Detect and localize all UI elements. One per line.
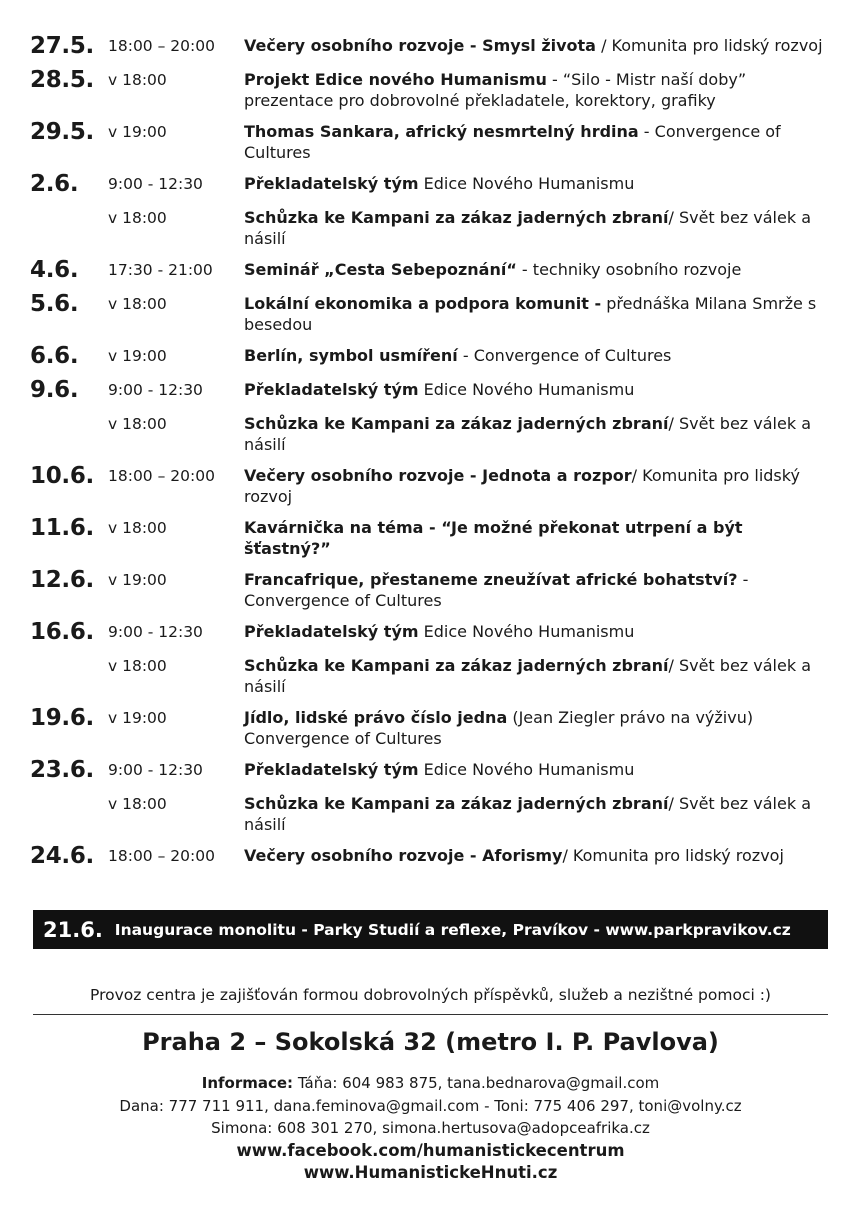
event-date: 2.6. — [30, 171, 79, 197]
contact-simona: Simona: 608 301 270, simona.hertusova@adopceafrika.cz — [211, 1119, 650, 1137]
contact-tana: Táňa: 604 983 875, tana.bednarova@gmail.com — [293, 1074, 660, 1092]
event-time: 18:00 – 20:00 — [108, 467, 215, 485]
event-description — [244, 464, 828, 507]
facebook-link[interactable]: www.facebook.com/humanistickecentrum — [236, 1140, 625, 1160]
divider — [33, 1014, 828, 1015]
event-row — [30, 68, 830, 111]
event-row — [30, 120, 830, 163]
event-time: v 19:00 — [108, 709, 167, 727]
event-title: Thomas Sankara, africký nesmrtelný hrdina — [244, 122, 639, 141]
event-title: Seminář „Cesta Sebepoznání“ — [244, 260, 517, 279]
event-detail: Edice Nového Humanismu — [418, 622, 635, 641]
event-row — [30, 568, 830, 611]
event-row — [30, 792, 830, 835]
event-time: 18:00 – 20:00 — [108, 37, 215, 55]
highlight-banner — [33, 910, 828, 949]
event-row — [30, 34, 830, 59]
event-row — [30, 464, 830, 507]
event-description — [244, 378, 828, 401]
event-title: Schůzka ke Kampani za zákaz jaderných zbraní — [244, 414, 669, 433]
event-time: v 18:00 — [108, 295, 167, 313]
event-title: Jídlo, lidské právo číslo jedna — [244, 708, 508, 727]
event-detail: / Svět bez válek a násilí — [244, 414, 811, 454]
event-date: 12.6. — [30, 567, 94, 593]
event-title: Kavárnička na téma - “Je možné překonat utrpení a být šťastný?” — [244, 518, 743, 558]
event-detail: - “Silo - Mistr naší doby” prezentace pro dobrovolné překladatele, korektory, grafiky — [244, 70, 747, 110]
event-time: 18:00 – 20:00 — [108, 847, 215, 865]
event-time: v 19:00 — [108, 123, 167, 141]
event-description — [244, 34, 828, 57]
event-title: Překladatelský tým — [244, 622, 419, 641]
event-date: 4.6. — [30, 257, 79, 283]
event-date: 23.6. — [30, 757, 94, 783]
event-title: Večery osobního rozvoje - Aforismy — [244, 846, 563, 865]
event-description — [244, 292, 828, 335]
event-date: 9.6. — [30, 377, 79, 403]
event-date: 6.6. — [30, 343, 79, 369]
contact-line — [0, 1072, 861, 1095]
event-detail: / Komunita pro lidský rozvoj — [595, 36, 823, 55]
event-row — [30, 706, 830, 749]
event-description — [244, 120, 828, 163]
event-row — [30, 344, 830, 369]
event-detail: Edice Nového Humanismu — [418, 760, 635, 779]
event-row — [30, 516, 830, 559]
event-title: Berlín, symbol usmíření — [244, 346, 458, 365]
event-description — [244, 620, 828, 643]
event-time: v 19:00 — [108, 347, 167, 365]
event-description — [244, 844, 828, 867]
event-row — [30, 620, 830, 645]
event-title: Večery osobního rozvoje - Jednota a rozpor — [244, 466, 632, 485]
event-time: v 18:00 — [108, 519, 167, 537]
banner-text: Inaugurace monolitu - Parky Studií a reflexe, Pravíkov - www.parkpravikov.cz — [114, 920, 791, 939]
venue-address: Praha 2 – Sokolská 32 (metro I. P. Pavlova) — [142, 1028, 719, 1056]
event-description — [244, 792, 828, 835]
event-time: v 18:00 — [108, 657, 167, 675]
event-title: Schůzka ke Kampani za zákaz jaderných zbraní — [244, 208, 669, 227]
event-time: v 19:00 — [108, 571, 167, 589]
event-title: Projekt Edice nového Humanismu — [244, 70, 547, 89]
event-time: v 18:00 — [108, 71, 167, 89]
event-detail: / Svět bez válek a násilí — [244, 794, 811, 834]
event-row — [30, 844, 830, 869]
event-row — [30, 292, 830, 335]
event-description — [244, 206, 828, 249]
contact-info-label: Informace: — [201, 1074, 294, 1092]
event-description — [244, 758, 828, 781]
event-time: v 18:00 — [108, 795, 167, 813]
event-detail: Edice Nového Humanismu — [418, 174, 635, 193]
event-detail: - Convergence of Cultures — [457, 346, 672, 365]
event-detail: / Komunita pro lidský rozvoj — [562, 846, 784, 865]
event-date: 11.6. — [30, 515, 94, 541]
event-time: 9:00 - 12:30 — [108, 623, 203, 641]
event-date: 24.6. — [30, 843, 94, 869]
event-row — [30, 758, 830, 783]
event-detail: (Jean Ziegler právo na výživu) Convergence of Cultures — [244, 708, 754, 748]
event-time: 9:00 - 12:30 — [108, 761, 203, 779]
banner-date: 21.6. — [43, 917, 103, 942]
event-row — [30, 412, 830, 455]
event-time: 9:00 - 12:30 — [108, 381, 203, 399]
event-detail: Edice Nového Humanismu — [418, 380, 635, 399]
event-description — [244, 706, 828, 749]
event-row — [30, 654, 830, 697]
event-date: 29.5. — [30, 119, 94, 145]
event-date: 16.6. — [30, 619, 94, 645]
event-row — [30, 378, 830, 403]
event-date: 5.6. — [30, 291, 79, 317]
event-date: 19.6. — [30, 705, 94, 731]
event-time: v 18:00 — [108, 415, 167, 433]
event-title: Lokální ekonomika a podpora komunit - — [244, 294, 602, 313]
event-description — [244, 258, 828, 281]
event-date: 28.5. — [30, 67, 94, 93]
event-title: Schůzka ke Kampani za zákaz jaderných zbraní — [244, 656, 669, 675]
event-title: Francafrique, přestaneme zneužívat africké bohatství? — [244, 570, 738, 589]
event-row — [30, 206, 830, 249]
website-link[interactable]: www.HumanistickeHnuti.cz — [303, 1163, 558, 1182]
event-time: 9:00 - 12:30 — [108, 175, 203, 193]
event-detail: - techniky osobního rozvoje — [516, 260, 742, 279]
event-description — [244, 172, 828, 195]
event-title: Překladatelský tým — [244, 760, 419, 779]
event-detail: / Svět bez válek a násilí — [244, 656, 811, 696]
event-date: 27.5. — [30, 33, 94, 59]
event-row — [30, 258, 830, 283]
event-detail: přednáška Milana Smrže s besedou — [244, 294, 817, 334]
event-time: 17:30 - 21:00 — [108, 261, 213, 279]
event-description — [244, 654, 828, 697]
event-schedule — [30, 34, 830, 878]
event-detail: / Komunita pro lidský rozvoj — [244, 466, 800, 506]
event-title: Večery osobního rozvoje - Smysl života — [244, 36, 596, 55]
event-description — [244, 516, 828, 559]
event-description — [244, 344, 828, 367]
funding-note: Provoz centra je zajišťován formou dobrovolných příspěvků, služeb a nezištné pomoci :) — [90, 986, 771, 1004]
event-title: Překladatelský tým — [244, 380, 419, 399]
event-time: v 18:00 — [108, 209, 167, 227]
event-description — [244, 568, 828, 611]
event-description — [244, 412, 828, 455]
event-detail: - Convergence of Cultures — [244, 122, 781, 162]
contact-block — [0, 1072, 861, 1185]
contact-dana-toni: Dana: 777 711 911, dana.feminova@gmail.com - Toni: 775 406 297, toni@volny.cz — [119, 1096, 742, 1115]
event-title: Schůzka ke Kampani za zákaz jaderných zbraní — [244, 794, 669, 813]
event-description — [244, 68, 828, 111]
event-detail: / Svět bez válek a násilí — [244, 208, 811, 248]
event-title: Překladatelský tým — [244, 174, 419, 193]
event-date: 10.6. — [30, 463, 94, 489]
event-detail: - Convergence of Cultures — [244, 570, 749, 610]
event-row — [30, 172, 830, 197]
